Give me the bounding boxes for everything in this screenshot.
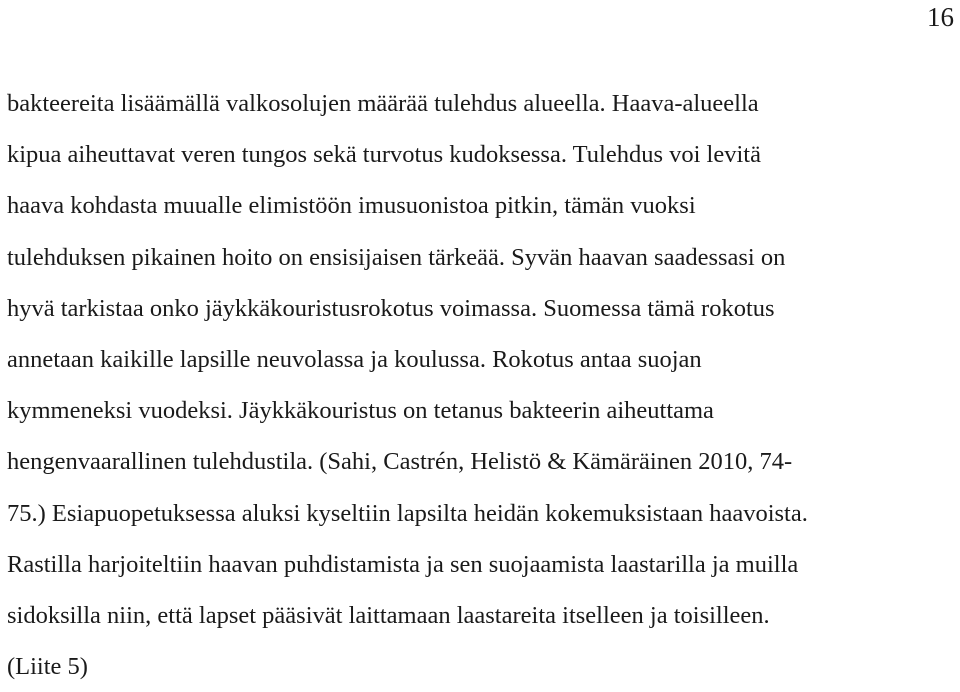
- text-line: kymmeneksi vuodeksi. Jäykkäkouristus on tetanus bakteerin aiheuttama: [7, 397, 714, 425]
- text-line: annetaan kaikille lapsille neuvolassa ja koulussa. Rokotus antaa suojan: [7, 345, 702, 373]
- text-line: hengenvaarallinen tulehdustila. (Sahi, Castrén, Helistö & Kämäräinen 2010, 74-: [7, 448, 793, 476]
- text-line: hyvä tarkistaa onko jäykkäkouristusrokotus voimassa. Suomessa tämä rokotus: [7, 294, 775, 322]
- text-line: tulehduksen pikainen hoito on ensisijaisen tärkeää. Syvän haavan saadessasi on: [7, 243, 786, 271]
- text-line: sidoksilla niin, että lapset pääsivät laittamaan laastareita itselleen ja toisilleen.: [7, 601, 770, 629]
- text-line: kipua aiheuttavat veren tungos sekä turvotus kudoksessa. Tulehdus voi levitä: [7, 141, 761, 169]
- page-number: 16: [927, 2, 954, 32]
- body-paragraph: [7, 78, 955, 692]
- text-line: 75.) Esiapuopetuksessa aluksi kyseltiin lapsilta heidän kokemuksistaan haavoista.: [7, 499, 808, 527]
- text-line: (Liite 5): [7, 653, 88, 681]
- text-line: bakteereita lisäämällä valkosolujen määrää tulehdus alueella. Haava-alueella: [7, 90, 759, 117]
- text-line: Rastilla harjoiteltiin haavan puhdistamista ja sen suojaamista laastarilla ja muilla: [7, 550, 799, 578]
- text-line: haava kohdasta muualle elimistöön imusuonistoa pitkin, tämän vuoksi: [7, 192, 696, 220]
